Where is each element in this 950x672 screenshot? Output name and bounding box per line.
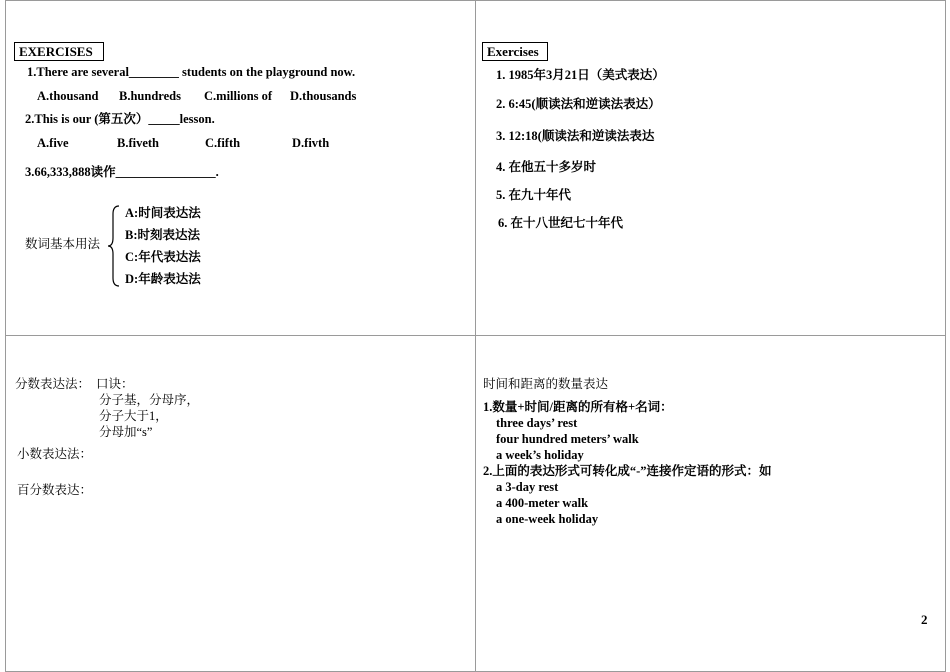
rule-1: 1.数量+时间/距离的所有格+名词： (483, 400, 673, 414)
q2-option-c: C.fifth (205, 136, 241, 150)
question-2: 2.This is our (第五次）_____lesson. (25, 112, 215, 126)
mnemonic-line-1: 分子基，分母序， (99, 393, 200, 407)
exercises-badge: EXERCISES (14, 42, 104, 61)
exercise-item-6: 6. 在十八世纪七十年代 (498, 216, 624, 230)
q2-option-b: B.fiveth (117, 136, 160, 150)
curly-brace-icon (107, 204, 121, 288)
decimal-label: 小数表达法： (17, 447, 93, 461)
mnemonic-line-2: 分子大于1， (99, 409, 168, 423)
page-number: 2 (921, 612, 928, 627)
rule-2: 2.上面的表达形式可转化成“-”连接作定语的形式：如 (483, 464, 772, 478)
q1-option-b: B.hundreds (119, 89, 181, 103)
q2-option-d: D.fivth (292, 136, 330, 150)
q1-option-a: A.thousand (37, 89, 99, 103)
percent-label: 百分数表达： (17, 483, 93, 497)
exercise-item-5: 5. 在九十年代 (496, 188, 572, 202)
question-1: 1.There are several________ students on the playground now. (27, 65, 356, 79)
q2-option-a: A.five (37, 136, 69, 150)
rule1-example-3: a week’s holiday (496, 448, 584, 462)
exercise-item-4: 4. 在他五十多岁时 (496, 160, 597, 174)
fraction-label: 分数表达法： (15, 377, 91, 391)
q1-option-d: D.thousands (290, 89, 357, 103)
exercise-item-2: 2. 6:45(顺读法和逆读法表达） (496, 97, 661, 111)
brace-item-b: B:时刻表达法 (125, 228, 201, 242)
rule2-example-2: a 400-meter walk (496, 496, 589, 510)
rule2-example-3: a one-week holiday (496, 512, 599, 526)
rule1-example-1: three days’ rest (496, 416, 578, 430)
brace-item-d: D:年龄表达法 (125, 272, 201, 286)
q1-option-c: C.millions of (204, 89, 273, 103)
exercises-badge-2: Exercises (482, 42, 548, 61)
question-3: 3.66,333,888读作________________. (25, 165, 219, 179)
brace-item-c: C:年代表达法 (125, 250, 201, 264)
mnemonic-line-3: 分母加“s” (99, 425, 153, 439)
exercise-item-3: 3. 12:18(顺读法和逆读法表达 (496, 129, 655, 143)
rule2-example-1: a 3-day rest (496, 480, 559, 494)
brace-label: 数词基本用法 (25, 237, 101, 251)
slide4-title: 时间和距离的数量表达 (483, 377, 609, 391)
brace-item-a: A:时间表达法 (125, 206, 201, 220)
rule1-example-2: four hundred meters’ walk (496, 432, 639, 446)
exercise-item-1: 1. 1985年3月21日（美式表达） (496, 68, 665, 82)
mnemonic-label: 口诀： (96, 377, 134, 391)
